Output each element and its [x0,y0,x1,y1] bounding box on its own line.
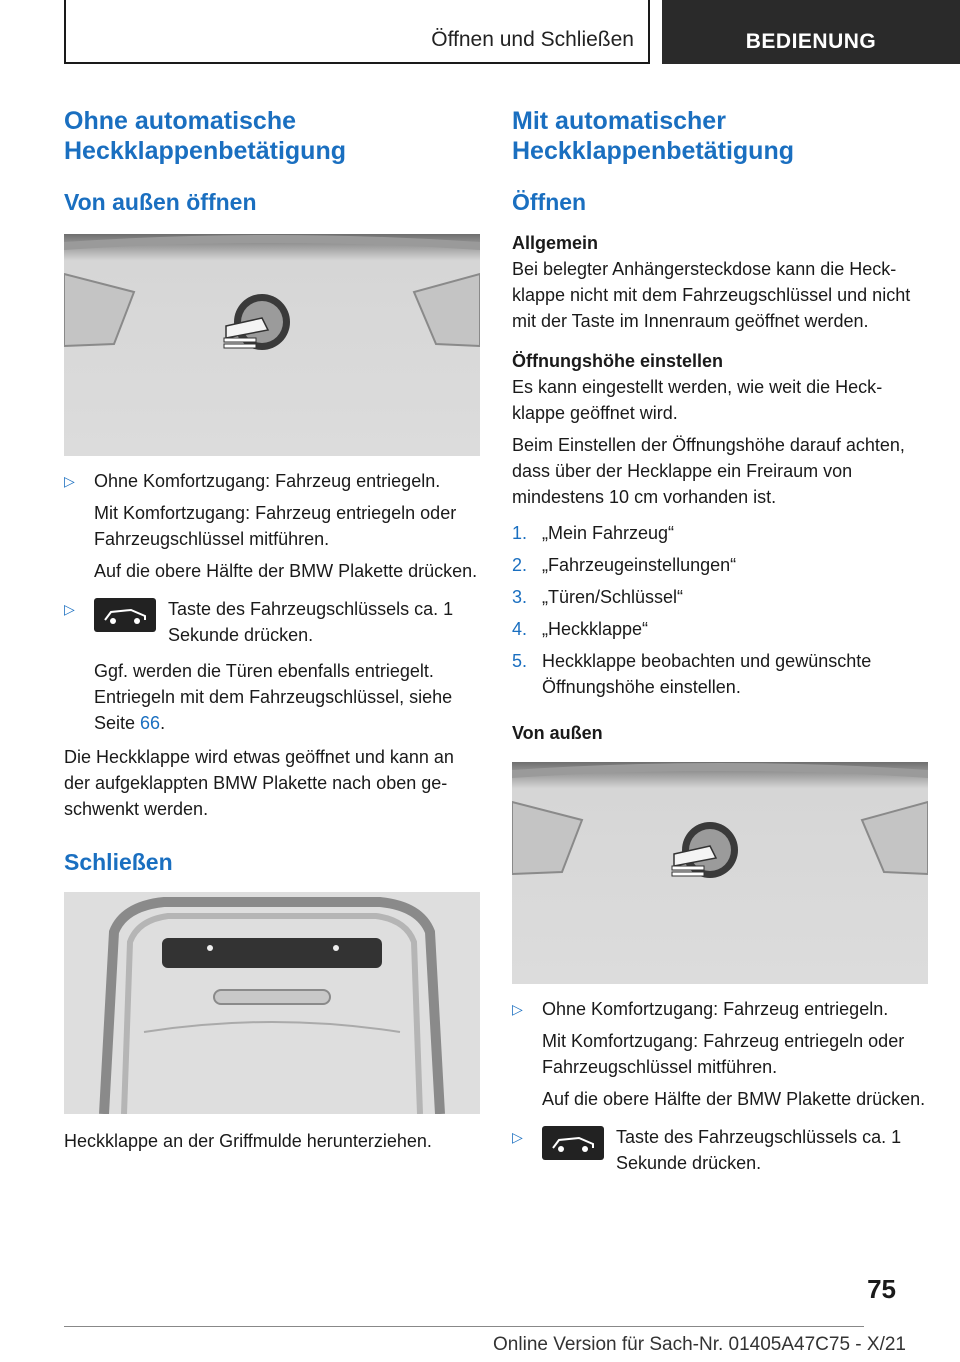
header-section-title: Öffnen und Schließen [431,28,634,51]
left-subheading-close: Schließen [64,849,173,875]
right-step-2 [512,1124,928,1176]
step-line: Ohne Komfortzugang: Fahrzeug entriegeln. [94,471,441,491]
step-line: Auf die obere Hälfte der BMW Plakette drücken. [542,1089,926,1109]
note-text: Ggf. werden die Türen ebenfalls entriegelt. Entriegeln mit dem Fahrzeugschlüssel, siehe Seite [94,661,453,733]
key-instruction: Taste des Fahrzeugschlüssels ca. 1 Sekunde drücken. [168,599,454,645]
triangle-bullet-icon: ▷ [512,1129,523,1145]
tailgate-key-button-icon [542,1126,604,1160]
header-box [64,0,650,64]
list-item [512,520,928,546]
header-chapter-tab: BEDIENUNG [662,0,960,64]
list-number: 5. [512,651,528,671]
outside-heading: Von außen [512,723,603,743]
page-link[interactable]: 66 [140,713,161,733]
height-heading: Öffnungshöhe einstellen [512,351,724,371]
left-step-2 [64,596,480,736]
note-text-end: . [160,713,166,733]
list-text: „Mein Fahrzeug“ [542,523,675,543]
list-number: 1. [512,523,528,543]
left-title: Ohne automatische Heckklappenbetätigung [64,107,346,165]
tailgate-badge-illustration [64,234,480,456]
tailgate-key-button-icon [94,598,156,632]
general-heading: Allgemein [512,233,599,253]
step-line: Auf die obere Hälfte der BMW Plakette drücken. [94,561,478,581]
list-text: Heckklappe beobachten und gewünschte Öffnungshöhe einstellen. [542,651,872,697]
tailgate-badge-illustration [512,762,928,984]
list-item [512,552,928,578]
list-number: 3. [512,587,528,607]
height-text-1: Es kann eingestellt werden, wie weit die Heckklappe geöffnet wird. [512,377,883,423]
triangle-bullet-icon: ▷ [512,1001,523,1017]
step-note [94,658,480,736]
list-item [512,648,928,700]
left-column [64,100,480,1154]
close-instruction: Heckklappe an der Griffmulde herunterziehen. [64,1131,432,1151]
list-text: „Fahrzeugeinstellungen“ [542,555,737,575]
footer-divider [64,1326,864,1327]
right-subheading-open: Öffnen [512,189,587,215]
key-instruction: Taste des Fahrzeugschlüssels ca. 1 Sekunde drücken. [616,1127,902,1173]
triangle-bullet-icon: ▷ [64,473,75,489]
settings-path-list [512,520,928,700]
left-step-1 [64,468,480,584]
page-number: 75 [867,1274,896,1304]
list-number: 4. [512,619,528,639]
tailgate-interior-illustration [64,892,480,1114]
left-paragraph: Die Heckklappe wird etwas geöffnet und kann an der aufgeklappten BMW Plakette nach oben geschwenkt werden. [64,747,454,819]
right-column [512,100,928,1176]
step-line: Mit Komfortzugang: Fahrzeug entriegeln oder Fahrzeugschlüssel mitführen. [542,1031,905,1077]
list-number: 2. [512,555,528,575]
triangle-bullet-icon: ▷ [64,601,75,617]
list-item [512,584,928,610]
step-line: Ohne Komfortzugang: Fahrzeug entriegeln. [542,999,889,1019]
list-item [512,616,928,642]
footer-version-text: Online Version für Sach-Nr. 01405A47C75 - X/21 [493,1334,906,1355]
step-line: Mit Komfortzugang: Fahrzeug entriegeln oder Fahrzeugschlüssel mitführen. [94,503,457,549]
left-subheading-open: Von außen öffnen [64,189,257,215]
list-text: „Türen/Schlüssel“ [542,587,684,607]
right-step-1 [512,996,928,1112]
height-text-2: Beim Einstellen der Öffnungshöhe darauf achten, dass über der Hecklappe ein Freiraum von mindestens 10 cm vorhanden ist. [512,435,905,507]
list-text: „Heckklappe“ [542,619,649,639]
right-title: Mit automatischer Heckklappenbetätigung [512,107,794,165]
general-text: Bei belegter Anhängersteckdose kann die Heckklappe nicht mit dem Fahrzeugschlüssel und nicht mit der Taste im Innenraum geöffnet werden. [512,259,911,331]
